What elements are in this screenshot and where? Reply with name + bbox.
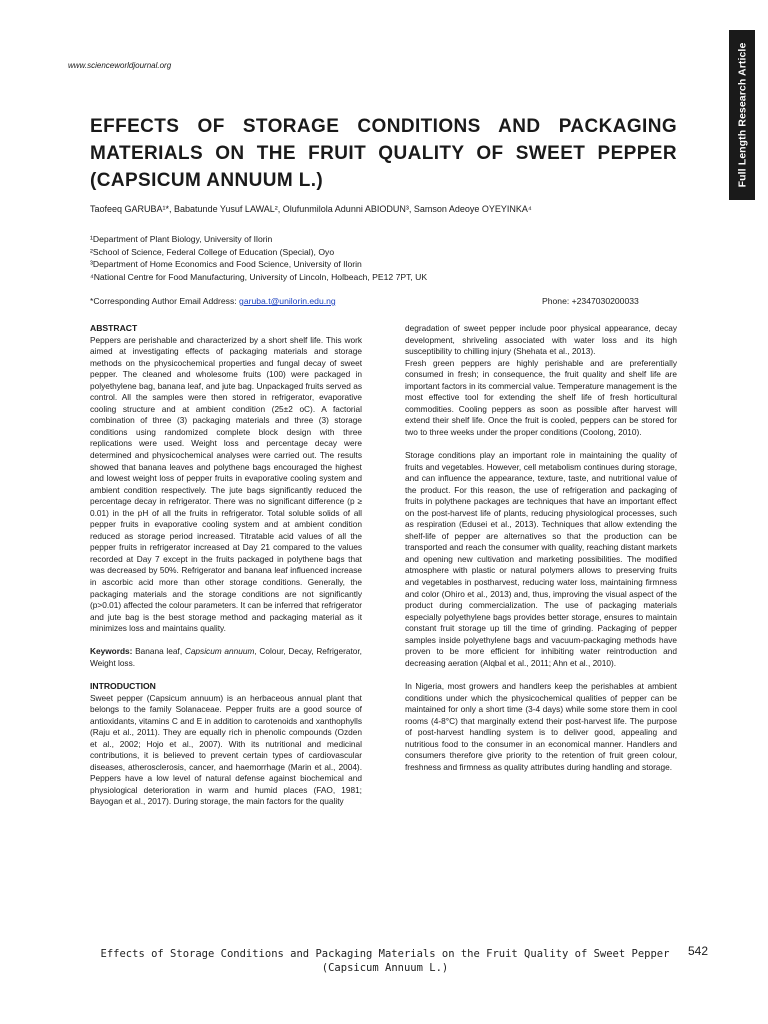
affiliation-3: ³Department of Home Economics and Food Science, University of Ilorin — [90, 259, 362, 269]
title-line-1: EFFECTS OF STORAGE CONDITIONS AND PACKAGING — [90, 116, 677, 137]
title-line-3: (CAPSICUM ANNUUM L.) — [90, 170, 324, 191]
running-footer: Effects of Storage Conditions and Packaging Materials on the Fruit Quality of Sweet Pepper (Capsicum Annuum L.) — [100, 948, 670, 974]
author-list: Taofeeq GARUBA¹*, Babatunde Yusuf LAWAL², Olufunmilola Adunni ABIODUN³, Samson Adeoye OYEYINKA⁴ — [90, 204, 532, 214]
keywords-part-2: , Colour, Decay, Refrigerator, Weight loss. — [90, 646, 362, 668]
keywords-italic: Capsicum annuum — [184, 646, 255, 657]
introduction-heading: INTRODUCTION — [90, 680, 156, 691]
title-line-2: MATERIALS ON THE FRUIT QUALITY OF SWEET PEPPER — [90, 143, 677, 164]
affiliation-2: ²School of Science, Federal College of Education (Special), Oyo — [90, 246, 335, 257]
paper-title — [90, 113, 677, 194]
introduction-text: Sweet pepper (Capsicum annuum) is an herbaceous annual plant that belongs to the family Solanaceae. Pepper fruits are a good source of antioxidants, vitamins C and E in addition to carotenoids and xanthophylls (Raju et al., 2011). They are equally rich in phenolic compounds (Ozden et al., 2002; Hojo et al., 2007). With its nutritional and medicinal contributions, it is believed to prevent certain types of cardiovascular diseases, atherosclerosis, cancer, and haemorrhage (Marin et al., 2004). Peppers have a low level of natural defense against biochemical and physiological deterioration in warm and humid places (FAO, 1981; Bayogan et al., 2017). During storage, the main factors for the quality — [90, 692, 362, 807]
keywords-part-1: Banana leaf, — [132, 646, 185, 657]
affiliation-4: ⁴National Centre for Food Manufacturing, University of Lincoln, Holbeach, PE12 7PT, UK — [90, 271, 428, 282]
keywords — [90, 646, 362, 669]
corresponding-email-link[interactable]: garuba.t@unilorin.edu.ng — [239, 296, 336, 306]
left-column — [90, 323, 362, 808]
phone-number: Phone: +2347030200033 — [542, 296, 639, 306]
affiliation-1: ¹Department of Plant Biology, University of Ilorin — [90, 234, 273, 244]
paragraph-storage-conditions: Storage conditions play an important role in maintaining the quality of fruits and vegetables. However, cell metabolism continues during storage, and can influence the appearance, texture, taste, and nutritional value of the product. For this reason, the use of refrigeration and packaging of fruits in polythene packages are techniques that have an important effect on the post-harvest life of plants, reducing physiological processes, such as respiration (Edusei et al., 2013). Techniques that allow extending the shelf-life of pepper are alternatives so that the production can be transported and reach the consumer with quality, reaching distant markets and opening new cultivation and marketing possibilities. The modified atmosphere with plastic or natural polymers allows to preserving fruits and vegetables in postharvest, reducing water loss, maintaining firmness and color (Ohiro et al., 2013) and, thus, improving the visual aspect of the product during commercialization. The use of packaging materials especially polyethylene bags provides better storage, ensures to maintain constant fruit storage up till the time of grinding. Packaging of pepper samples inside polyethylene bags and vacuum-packaging methods have proven to be more efficient for inhibiting water reintroduction and decreasing aeration (Alqbal et al., 2011; Ahn et al., 2010). — [405, 450, 677, 668]
abstract-heading: ABSTRACT — [90, 323, 138, 333]
corresponding-label: *Corresponding Author Email Address: — [90, 296, 240, 306]
abstract-text: Peppers are perishable and characterized by a short shelf life. This work aimed at investigating effects of packaging materials and storage methods on the physicochemical properties and fungal decay of sweet pepper. The cleaned and wholesome fruits (100) were packaged in polyethylene bag, banana leaf, and jute bag. Unpackaged fruits served as control. All the samples were then stored in refrigerator, evaporative cooling structure and at ambient condition (25±2 oC). A factorial combination of three (3) packaging materials and three (3) storage conditions using randomized complete block design with three replications were used. Weight loss and percentage decay were determined and physicochemical analyses were carried out. The results showed that banana leaves and polythene bags encouraged the highest and lowest weight loss of pepper fruits in evaporative cooling system and ambient condition respectively. The jute bags significantly reduced the percentage decay in refrigerator. There was no significant difference (p ≥ 0.01) in the pH of all the fruits in refrigerator. Total soluble solids of all pepper fruits in evaporative cooling system and at ambient condition reduced as storage period increased. Titratable acid values of all the pepper fruits in refrigerator increased at Day 21 compared to the values recorded at Day 7 except in the fruits packaged in polythene bags that was decreased by 50%. Refrigerator and banana leaf influenced increase in ascorbic acid more than other storage conditions. Generally, the packaging materials and the storage conditions are not significantly (p>0.01) affected the colour parameters. It can be inferred that refrigerator and jute bag is the best storage method and packaging material as it minimizes loss and maintains quality. — [90, 334, 362, 634]
affiliations — [90, 233, 427, 283]
right-column — [405, 323, 677, 773]
paragraph-nigeria: In Nigeria, most growers and handlers keep the perishables at ambient conditions under which the physicochemical qualities of pepper can be maintained for only a short time (3-4 days) while some store them in cool rooms (4-8°C) that marginally extend their post-harvest life. The purpose of post-harvest handling system is to deliver good, appealing and nutritious food to the consumer in an economical manner. Handlers and consumers therefore give priority to the retention of fruit green colour, freshness and firmness as quality attributes during handling and storage. — [405, 680, 677, 772]
paragraph-fresh-peppers: Fresh green peppers are highly perishable and are preferentially consumed in fresh; in consequence, the fruit quality and shelf life are important factors in its commercial value. Temperature management is the most effective tool for extending the shelf life of fresh horticultural commodities. Cooling peppers as soon as possible after harvest will extend their shelf life. Once the fruit is cooled, peppers can be stored for two to three weeks under the proper conditions (Coolong, 2010). — [405, 357, 677, 437]
page-number: 542 — [688, 944, 709, 958]
keywords-label: Keywords: — [90, 646, 133, 657]
paragraph-degradation: degradation of sweet pepper include poor physical appearance, decay development, shriveling associated with water loss and its high susceptibility to chilling injury (Shehata et al., 2013). — [405, 323, 677, 357]
article-type-tab — [729, 30, 755, 200]
article-type-label: Full Length Research Article — [736, 42, 748, 188]
journal-url[interactable]: www.scienceworldjournal.org — [68, 61, 172, 70]
corresponding-author — [90, 296, 336, 306]
